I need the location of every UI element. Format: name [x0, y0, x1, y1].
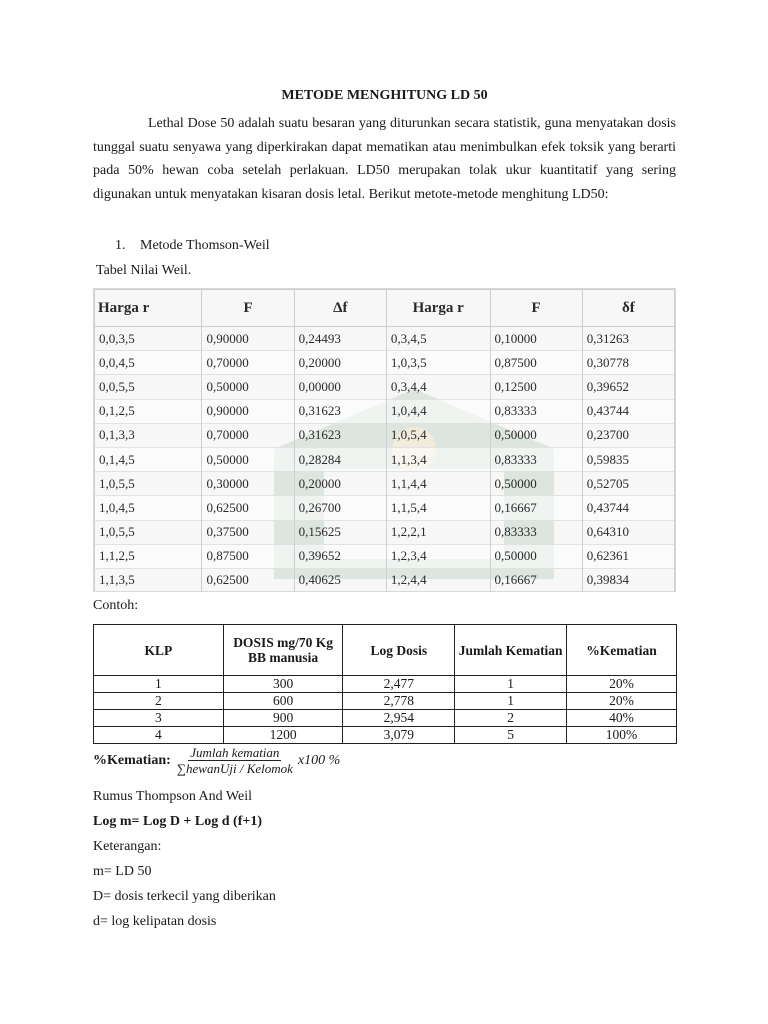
contoh-header-cell: Log Dosis [343, 625, 455, 676]
weil-cell: 1,1,4,4 [386, 472, 490, 496]
weil-cell: 0,83333 [490, 447, 582, 471]
weil-cell: 0,1,3,3 [95, 423, 202, 447]
weil-table-row [95, 447, 675, 471]
contoh-cell: 900 [223, 710, 343, 727]
weil-header-cell: δf [582, 290, 674, 327]
formula-fraction [175, 746, 295, 776]
weil-cell: 0,3,4,5 [386, 327, 490, 351]
contoh-cell: 20% [567, 676, 677, 693]
weil-cell: 0,0,5,5 [95, 375, 202, 399]
weil-cell: 0,83333 [490, 520, 582, 544]
weil-cell: 0,30000 [202, 472, 294, 496]
rumus-formula: Log m= Log D + Log d (f+1) [93, 814, 262, 829]
weil-cell: 1,0,5,5 [95, 472, 202, 496]
weil-cell: 0,50000 [202, 375, 294, 399]
contoh-cell: 100% [567, 727, 677, 744]
weil-cell: 0,39834 [582, 568, 674, 592]
contoh-cell: 2,954 [343, 710, 455, 727]
weil-cell: 0,83333 [490, 399, 582, 423]
weil-cell: 0,20000 [294, 472, 386, 496]
contoh-cell: 40% [567, 710, 677, 727]
weil-cell: 0,15625 [294, 520, 386, 544]
weil-header-cell: Harga r [95, 290, 202, 327]
weil-cell: 0,43744 [582, 399, 674, 423]
contoh-cell: 1 [455, 693, 567, 710]
weil-cell: 0,62500 [202, 568, 294, 592]
contoh-cell: 4 [94, 727, 224, 744]
weil-table-image [93, 288, 676, 592]
contoh-cell: 2,778 [343, 693, 455, 710]
weil-table-row [95, 423, 675, 447]
weil-cell: 0,70000 [202, 423, 294, 447]
weil-cell: 1,2,2,1 [386, 520, 490, 544]
kematian-formula [93, 746, 340, 776]
contoh-table [93, 624, 677, 744]
weil-cell: 0,87500 [490, 351, 582, 375]
weil-cell: 1,2,4,4 [386, 568, 490, 592]
list-item-label: Metode Thomson-Weil [140, 238, 270, 253]
weil-cell: 1,0,5,5 [95, 520, 202, 544]
weil-cell: 0,20000 [294, 351, 386, 375]
weil-cell: 0,50000 [490, 472, 582, 496]
weil-table-row [95, 327, 675, 351]
weil-table-body [95, 327, 675, 593]
formula-multiplier: x100 % [297, 753, 341, 768]
weil-cell: 0,10000 [490, 327, 582, 351]
contoh-header-cell: Jumlah Kematian [455, 625, 567, 676]
weil-cell: 0,37500 [202, 520, 294, 544]
weil-header-row [95, 290, 675, 327]
weil-cell: 0,87500 [202, 544, 294, 568]
contoh-cell: 600 [223, 693, 343, 710]
keterangan-D: D= dosis terkecil yang diberikan [93, 889, 276, 904]
contoh-header-cell: %Kematian [567, 625, 677, 676]
contoh-header-row [94, 625, 677, 676]
intro-paragraph [93, 112, 676, 206]
formula-label: %Kematian: [93, 753, 171, 768]
contoh-table-row [94, 727, 677, 744]
weil-cell: 1,0,5,4 [386, 423, 490, 447]
contoh-table-body [94, 676, 677, 744]
weil-cell: 0,16667 [490, 568, 582, 592]
weil-cell: 0,52705 [582, 472, 674, 496]
weil-header-cell: F [490, 290, 582, 327]
list-number: 1. [115, 238, 126, 253]
weil-table-row [95, 520, 675, 544]
document-title: METODE MENGHITUNG LD 50 [281, 88, 488, 103]
keterangan-m: m= LD 50 [93, 864, 152, 879]
weil-table-row [95, 375, 675, 399]
weil-table-row [95, 351, 675, 375]
weil-cell: 0,24493 [294, 327, 386, 351]
weil-cell: 0,1,2,5 [95, 399, 202, 423]
keterangan-label: Keterangan: [93, 839, 162, 854]
weil-cell: 0,62500 [202, 496, 294, 520]
contoh-table-row [94, 710, 677, 727]
list-item-thomson-weil [115, 238, 270, 254]
weil-cell: 0,59835 [582, 447, 674, 471]
weil-cell: 1,2,3,4 [386, 544, 490, 568]
intro-text: Lethal Dose 50 adalah suatu besaran yang diturunkan secara statistik, guna menyatakan dosis tunggal suatu senyawa yang diperkirakan dapat mematikan atau menimbulkan efek toksik yang berarti pada 50% hewan coba setelah perlakuan. LD50 merupakan tolak ukur kuantitatif yang sering digunakan untuk menyatakan kisaran dosis letal. Berikut metote-metode menghitung LD50: [93, 116, 676, 202]
weil-table-row [95, 399, 675, 423]
weil-cell: 0,31623 [294, 399, 386, 423]
weil-cell: 0,64310 [582, 520, 674, 544]
weil-cell: 0,31263 [582, 327, 674, 351]
contoh-label: Contoh: [93, 598, 139, 613]
contoh-cell: 3 [94, 710, 224, 727]
weil-cell: 0,23700 [582, 423, 674, 447]
formula-numerator: Jumlah kematian [190, 745, 280, 760]
rumus-title: Rumus Thompson And Weil [93, 789, 252, 804]
contoh-cell: 300 [223, 676, 343, 693]
weil-cell: 1,0,3,5 [386, 351, 490, 375]
weil-cell: 0,90000 [202, 327, 294, 351]
weil-cell: 0,0,3,5 [95, 327, 202, 351]
weil-cell: 0,62361 [582, 544, 674, 568]
formula-denominator: ∑hewanUji / Kelomok [176, 761, 293, 776]
keterangan-d: d= log kelipatan dosis [93, 914, 217, 929]
weil-cell: 0,50000 [490, 423, 582, 447]
weil-cell: 0,31623 [294, 423, 386, 447]
contoh-cell: 2,477 [343, 676, 455, 693]
weil-cell: 0,40625 [294, 568, 386, 592]
weil-cell: 0,0,4,5 [95, 351, 202, 375]
weil-cell: 0,28284 [294, 447, 386, 471]
weil-cell: 0,1,4,5 [95, 447, 202, 471]
weil-cell: 1,1,3,5 [95, 568, 202, 592]
weil-cell: 0,12500 [490, 375, 582, 399]
contoh-cell: 5 [455, 727, 567, 744]
weil-cell: 0,50000 [202, 447, 294, 471]
table-caption: Tabel Nilai Weil. [96, 263, 192, 278]
contoh-header-cell: KLP [94, 625, 224, 676]
weil-cell: 0,50000 [490, 544, 582, 568]
weil-table-row [95, 496, 675, 520]
contoh-table-row [94, 693, 677, 710]
weil-cell: 0,16667 [490, 496, 582, 520]
weil-cell: 0,90000 [202, 399, 294, 423]
weil-cell: 1,1,3,4 [386, 447, 490, 471]
contoh-cell: 20% [567, 693, 677, 710]
weil-cell: 0,00000 [294, 375, 386, 399]
contoh-cell: 1 [455, 676, 567, 693]
weil-table-row [95, 568, 675, 592]
weil-table-row [95, 472, 675, 496]
weil-cell: 0,70000 [202, 351, 294, 375]
contoh-header-cell: DOSIS mg/70 Kg BB manusia [223, 625, 343, 676]
weil-cell: 0,39652 [582, 375, 674, 399]
weil-cell: 1,1,5,4 [386, 496, 490, 520]
weil-cell: 1,0,4,5 [95, 496, 202, 520]
contoh-cell: 1200 [223, 727, 343, 744]
contoh-table-row [94, 676, 677, 693]
weil-cell: 1,0,4,4 [386, 399, 490, 423]
weil-header-cell: Δf [294, 290, 386, 327]
weil-cell: 0,39652 [294, 544, 386, 568]
contoh-cell: 2 [94, 693, 224, 710]
weil-cell: 1,1,2,5 [95, 544, 202, 568]
contoh-cell: 1 [94, 676, 224, 693]
weil-header-cell: Harga r [386, 290, 490, 327]
contoh-cell: 2 [455, 710, 567, 727]
weil-table [94, 289, 675, 592]
weil-table-row [95, 544, 675, 568]
weil-header-cell: F [202, 290, 294, 327]
weil-cell: 0,26700 [294, 496, 386, 520]
weil-cell: 0,3,4,4 [386, 375, 490, 399]
weil-cell: 0,30778 [582, 351, 674, 375]
weil-cell: 0,43744 [582, 496, 674, 520]
contoh-cell: 3,079 [343, 727, 455, 744]
